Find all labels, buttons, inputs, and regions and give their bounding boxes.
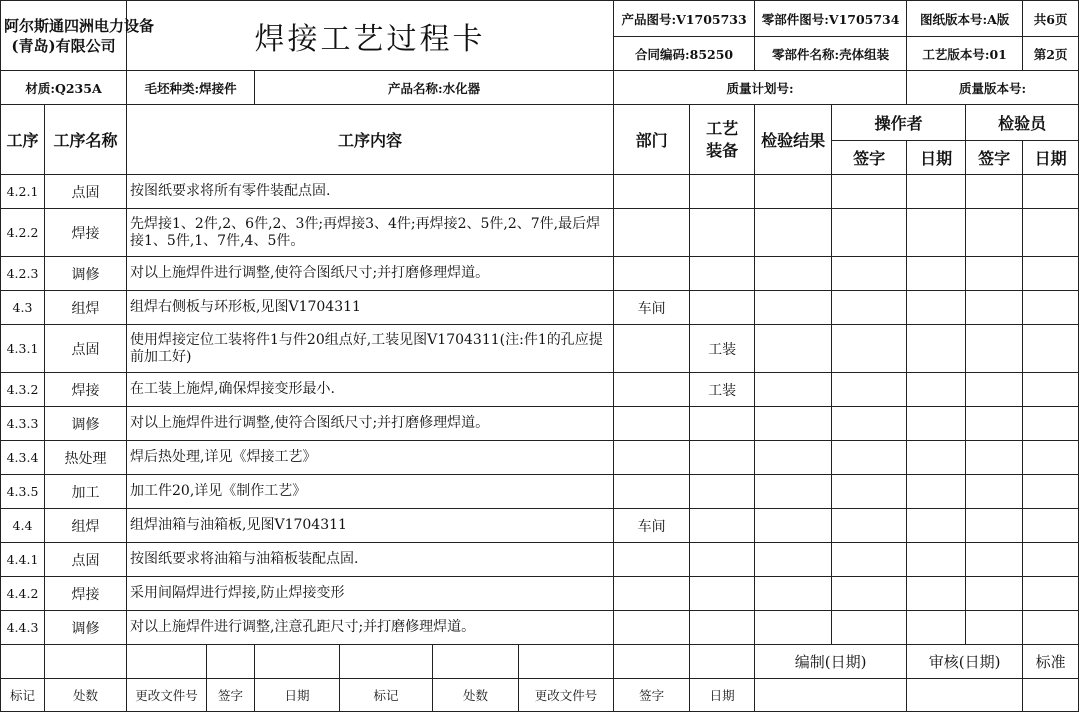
- footer-mark: 标记: [1, 679, 45, 712]
- step-inspection: [755, 175, 832, 209]
- inspector-sign: [966, 373, 1023, 407]
- inspector-sign: [966, 325, 1023, 373]
- footer-blank: [690, 645, 755, 679]
- step-inspection: [755, 611, 832, 645]
- inspector-date: [1023, 373, 1079, 407]
- table-row: [1, 325, 1079, 373]
- company-line1: 阿尔斯通四洲电力设备: [4, 16, 155, 35]
- operator-date: [907, 509, 966, 543]
- step-name: 点固: [45, 325, 127, 373]
- operator-date: [907, 209, 966, 257]
- table-row: [1, 509, 1079, 543]
- step-name: 调修: [45, 611, 127, 645]
- step-content: 按图纸要求将油箱与油箱板装配点固.: [127, 543, 614, 577]
- operator-sign: [832, 291, 907, 325]
- operator-date: [907, 543, 966, 577]
- step-equipment: [690, 175, 755, 209]
- table-row: [1, 291, 1079, 325]
- operator-sign: [832, 175, 907, 209]
- step-no: 4.3.3: [1, 407, 45, 441]
- inspector-sign: [966, 257, 1023, 291]
- step-dept: [614, 577, 690, 611]
- step-dept: [614, 325, 690, 373]
- step-name: 调修: [45, 407, 127, 441]
- step-content: 对以上施焊件进行调整,注意孔距尺寸;并打磨修理焊道。: [127, 611, 614, 645]
- step-content: 采用间隔焊进行焊接,防止焊接变形: [127, 577, 614, 611]
- operator-sign: [832, 373, 907, 407]
- footer-change-doc: 更改文件号: [127, 679, 207, 712]
- compile-date: 编制(日期): [755, 645, 907, 679]
- col-operator-sign: 签字: [832, 141, 907, 175]
- footer-blank: [45, 645, 127, 679]
- inspector-sign: [966, 407, 1023, 441]
- total-pages: 共6页: [1023, 1, 1079, 37]
- operator-sign: [832, 475, 907, 509]
- operator-date: [907, 577, 966, 611]
- inspector-sign: [966, 475, 1023, 509]
- col-equipment: 工艺装备: [690, 105, 755, 175]
- table-row: [1, 543, 1079, 577]
- table-row: [1, 257, 1079, 291]
- inspector-date: [1023, 257, 1079, 291]
- table-row: [1, 373, 1079, 407]
- operator-sign: [832, 441, 907, 475]
- inspector-date: [1023, 611, 1079, 645]
- step-inspection: [755, 441, 832, 475]
- step-dept: [614, 543, 690, 577]
- inspector-sign: [966, 577, 1023, 611]
- step-inspection: [755, 475, 832, 509]
- footer-sign: 签字: [207, 679, 255, 712]
- step-equipment: [690, 543, 755, 577]
- step-no: 4.2.2: [1, 209, 45, 257]
- contract-no: 合同编码:85250: [614, 37, 755, 71]
- step-name: 调修: [45, 257, 127, 291]
- footer-count: 处数: [45, 679, 127, 712]
- step-equipment: [690, 509, 755, 543]
- footer-blank: [255, 645, 340, 679]
- material: 材质:Q235A: [1, 71, 127, 105]
- step-dept: [614, 209, 690, 257]
- footer-blank: [340, 645, 433, 679]
- col-operator: 操作者: [832, 105, 966, 141]
- step-name: 焊接: [45, 373, 127, 407]
- step-inspection: [755, 543, 832, 577]
- step-no: 4.2.1: [1, 175, 45, 209]
- step-content: 组焊油箱与油箱板,见图V1704311: [127, 509, 614, 543]
- step-no: 4.3.5: [1, 475, 45, 509]
- step-name: 点固: [45, 543, 127, 577]
- operator-date: [907, 475, 966, 509]
- col-inspector-date: 日期: [1023, 141, 1079, 175]
- step-name: 热处理: [45, 441, 127, 475]
- page-no: 第2页: [1023, 37, 1079, 71]
- operator-date: [907, 257, 966, 291]
- table-row: [1, 577, 1079, 611]
- step-inspection: [755, 257, 832, 291]
- operator-sign: [832, 509, 907, 543]
- step-dept: [614, 373, 690, 407]
- product-name: 产品名称:水化器: [255, 71, 614, 105]
- inspector-date: [1023, 475, 1079, 509]
- operator-date: [907, 325, 966, 373]
- footer-blank: [207, 645, 255, 679]
- step-dept: [614, 257, 690, 291]
- step-dept: 车间: [614, 509, 690, 543]
- col-inspection: 检验结果: [755, 105, 832, 175]
- step-dept: [614, 175, 690, 209]
- col-inspector-sign: 签字: [966, 141, 1023, 175]
- quality-plan-no: 质量计划号:: [614, 71, 907, 105]
- step-inspection: [755, 509, 832, 543]
- step-content: 对以上施焊件进行调整,使符合图纸尺寸;并打磨修理焊道。: [127, 407, 614, 441]
- step-no: 4.4: [1, 509, 45, 543]
- step-name: 组焊: [45, 291, 127, 325]
- step-name: 加工: [45, 475, 127, 509]
- operator-date: [907, 407, 966, 441]
- step-name: 焊接: [45, 577, 127, 611]
- inspector-date: [1023, 441, 1079, 475]
- col-dept: 部门: [614, 105, 690, 175]
- step-no: 4.4.2: [1, 577, 45, 611]
- step-content: 先焊接1、2件,2、6件,2、3件;再焊接3、4件;再焊接2、5件,2、7件,最后焊接1、5件,1、7件,4、5件。: [127, 209, 614, 257]
- step-content: 加工件20,详见《制作工艺》: [127, 475, 614, 509]
- inspector-sign: [966, 509, 1023, 543]
- inspector-sign: [966, 175, 1023, 209]
- table-row: [1, 441, 1079, 475]
- step-no: 4.3.4: [1, 441, 45, 475]
- step-content: 组焊右侧板与环形板,见图V1704311: [127, 291, 614, 325]
- step-equipment: [690, 209, 755, 257]
- step-no: 4.4.3: [1, 611, 45, 645]
- quality-version-no: 质量版本号:: [907, 71, 1079, 105]
- step-no: 4.2.3: [1, 257, 45, 291]
- step-inspection: [755, 407, 832, 441]
- step-content: 在工装上施焊,确保焊接变形最小.: [127, 373, 614, 407]
- step-inspection: [755, 291, 832, 325]
- step-equipment: [690, 257, 755, 291]
- product-drawing-no: 产品图号:V1705733: [614, 1, 755, 37]
- step-dept: [614, 611, 690, 645]
- footer-date: 日期: [255, 679, 340, 712]
- company-name: [1, 1, 155, 71]
- step-no: 4.3.1: [1, 325, 45, 373]
- operator-sign: [832, 543, 907, 577]
- inspector-date: [1023, 209, 1079, 257]
- page-title: 焊接工艺过程卡: [127, 1, 614, 71]
- step-inspection: [755, 325, 832, 373]
- step-equipment: [690, 577, 755, 611]
- process-steps: [1, 175, 1079, 645]
- footer-count: 处数: [433, 679, 519, 712]
- step-content: 按图纸要求将所有零件装配点固.: [127, 175, 614, 209]
- inspector-sign: [966, 291, 1023, 325]
- blank-type: 毛坯种类:焊接件: [127, 71, 255, 105]
- table-row: [1, 407, 1079, 441]
- footer-blank: [519, 645, 614, 679]
- operator-date: [907, 611, 966, 645]
- inspector-date: [1023, 175, 1079, 209]
- part-drawing-no: 零部件图号:V1705734: [755, 1, 907, 37]
- step-equipment: [690, 291, 755, 325]
- footer-date: 日期: [690, 679, 755, 712]
- step-equipment: [690, 407, 755, 441]
- inspector-date: [1023, 577, 1079, 611]
- company-line2: (青岛)有限公司: [11, 36, 116, 55]
- footer-blank: [127, 645, 207, 679]
- step-no: 4.3.2: [1, 373, 45, 407]
- standard-label: 标准: [1023, 645, 1079, 679]
- step-equipment: [690, 441, 755, 475]
- col-content: 工序内容: [127, 105, 614, 175]
- step-dept: [614, 407, 690, 441]
- inspector-date: [1023, 291, 1079, 325]
- review-date: 审核(日期): [907, 645, 1023, 679]
- inspector-date: [1023, 407, 1079, 441]
- step-equipment: 工装: [690, 325, 755, 373]
- step-inspection: [755, 577, 832, 611]
- table-row: [1, 475, 1079, 509]
- inspector-sign: [966, 441, 1023, 475]
- step-name: 焊接: [45, 209, 127, 257]
- step-dept: [614, 475, 690, 509]
- compile-blank: [755, 679, 907, 712]
- inspector-date: [1023, 509, 1079, 543]
- inspector-sign: [966, 209, 1023, 257]
- inspector-date: [1023, 543, 1079, 577]
- col-inspector: 检验员: [966, 105, 1079, 141]
- step-no: 4.4.1: [1, 543, 45, 577]
- inspector-sign: [966, 611, 1023, 645]
- operator-sign: [832, 407, 907, 441]
- step-inspection: [755, 209, 832, 257]
- col-step-name: 工序名称: [45, 105, 127, 175]
- operator-date: [907, 373, 966, 407]
- operator-sign: [832, 611, 907, 645]
- step-content: 对以上施焊件进行调整,使符合图纸尺寸;并打磨修理焊道。: [127, 257, 614, 291]
- review-blank: [907, 679, 1023, 712]
- operator-date: [907, 175, 966, 209]
- inspector-sign: [966, 543, 1023, 577]
- step-dept: [614, 441, 690, 475]
- drawing-version: 图纸版本号:A版: [907, 1, 1023, 37]
- footer-blank: [1, 645, 45, 679]
- standard-blank: [1023, 679, 1079, 712]
- operator-sign: [832, 257, 907, 291]
- step-dept: 车间: [614, 291, 690, 325]
- footer-sign: 签字: [614, 679, 690, 712]
- footer-change-doc: 更改文件号: [519, 679, 614, 712]
- step-content: 焊后热处理,详见《焊接工艺》: [127, 441, 614, 475]
- operator-sign: [832, 577, 907, 611]
- operator-sign: [832, 325, 907, 373]
- step-name: 点固: [45, 175, 127, 209]
- step-name: 组焊: [45, 509, 127, 543]
- process-version: 工艺版本号:01: [907, 37, 1023, 71]
- step-equipment: [690, 475, 755, 509]
- step-content: 使用焊接定位工装将件1与件20组点好,工装见图V1704311(注:件1的孔应提前加工好): [127, 325, 614, 373]
- operator-sign: [832, 209, 907, 257]
- operator-date: [907, 291, 966, 325]
- part-name: 零部件名称:壳体组装: [755, 37, 907, 71]
- step-inspection: [755, 373, 832, 407]
- operator-date: [907, 441, 966, 475]
- table-row: [1, 175, 1079, 209]
- footer-blank: [433, 645, 519, 679]
- table-row: [1, 611, 1079, 645]
- footer-blank: [614, 645, 690, 679]
- footer-mark: 标记: [340, 679, 433, 712]
- step-equipment: [690, 611, 755, 645]
- table-row: [1, 209, 1079, 257]
- col-operator-date: 日期: [907, 141, 966, 175]
- step-no: 4.3: [1, 291, 45, 325]
- col-step: 工序: [1, 105, 45, 175]
- inspector-date: [1023, 325, 1079, 373]
- step-equipment: 工装: [690, 373, 755, 407]
